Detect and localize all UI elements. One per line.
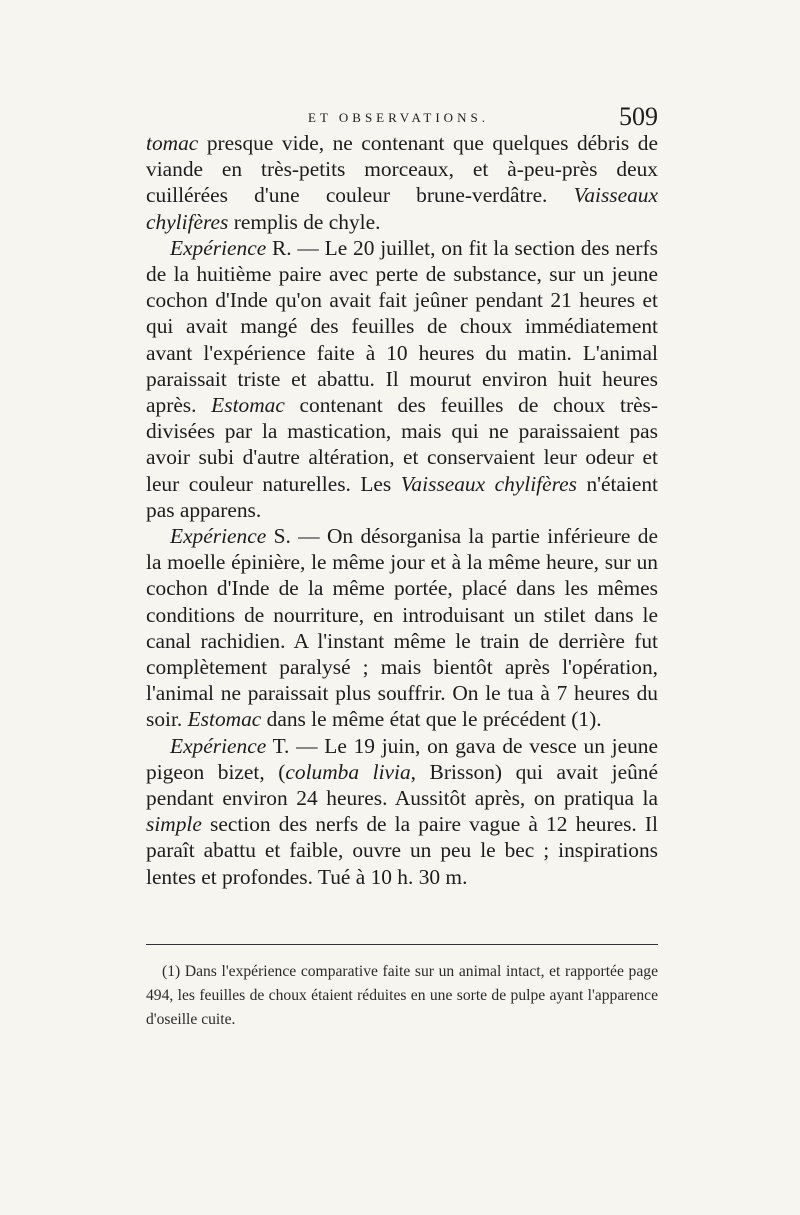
text-segment: presque vide, ne contenant que quelques débris de viande en très-petits morceaux, et à-peu-près deux cuillérées d'une couleur brune-verdâtre. xyxy=(146,131,658,208)
footnote-rule xyxy=(146,944,658,945)
italic-segment: Estomac xyxy=(187,707,262,732)
italic-segment: Expérience xyxy=(170,524,267,549)
paragraph-continuation xyxy=(146,130,658,235)
paragraph-experience-r xyxy=(146,235,658,523)
italic-segment: columba livia xyxy=(285,759,411,784)
italic-segment: simple xyxy=(146,812,202,837)
text-segment: contenant des feuilles de choux très-divisées par la mastication, mais qui ne paraissaient pas avoir subi d'autre altération, et conservaient leur odeur et leur couleur naturelles. Les xyxy=(146,393,659,496)
text-segment: , Brisson) qui avait jeûné pendant environ 24 heures. Aussitôt après, on pratiqua la xyxy=(146,759,658,811)
paragraph-experience-t xyxy=(146,733,658,890)
italic-segment: Vaisseaux chylifères xyxy=(146,183,658,234)
text-segment: S. — On désorganisa la partie inférieure de la moelle épinière, le même jour et à la même heure, sur un cochon d'Inde de la même portée, placé dans les mêmes conditions de nourriture, en introduisant un stilet dans le canal rachidien. A l'instant même le train de derrière fut complètement paralysé ; mais bientôt après l'opération, l'animal ne paraissait plus souffrir. On le tua à 7 heures du soir. xyxy=(146,524,658,732)
italic-segment: Expérience xyxy=(170,733,267,758)
italic-segment: Vaisseaux chylifères xyxy=(400,471,577,496)
text-segment: dans le même état que le précédent (1). xyxy=(261,707,602,732)
paragraph-experience-s xyxy=(146,523,658,733)
italic-segment: Expérience xyxy=(170,235,267,260)
text-segment: T. — Le 19 juin, on gava de vesce un jeune pigeon bizet, ( xyxy=(146,733,658,784)
text-segment: section des nerfs de la paire vague à 12 heures. Il paraît abattu et faible, ouvre un peu le bec ; inspirations lentes et profondes. Tué à 10 h. 30 m. xyxy=(146,812,658,889)
footnote-text: (1) Dans l'expérience comparative faite sur un animal intact, et rapportée page 494, les feuilles de choux étaient réduites en une sorte de pulpe ayant l'apparence d'oseille cuite. xyxy=(146,963,658,1028)
body-text xyxy=(146,130,658,890)
text-segment: n'étaient pas apparens. xyxy=(146,471,658,522)
footnote xyxy=(146,960,658,1031)
page-number: 509 xyxy=(619,102,658,131)
italic-segment: Estomac xyxy=(211,393,285,418)
running-head: ET OBSERVATIONS. xyxy=(308,110,489,125)
text-segment: remplis de chyle. xyxy=(228,209,381,234)
italic-segment: tomac xyxy=(146,131,199,155)
text-segment: R. — Le 20 juillet, on fit la section des nerfs de la huitième paire avec perte de substance, sur un jeune cochon d'Inde qu'on avait fait jeûner pendant 21 heures et qui avait mangé des feuilles de choux immédiatement avant l'expérience faite à 10 heures du matin. L'animal paraissait triste et abattu. Il mourut environ huit heures après. xyxy=(146,235,658,418)
